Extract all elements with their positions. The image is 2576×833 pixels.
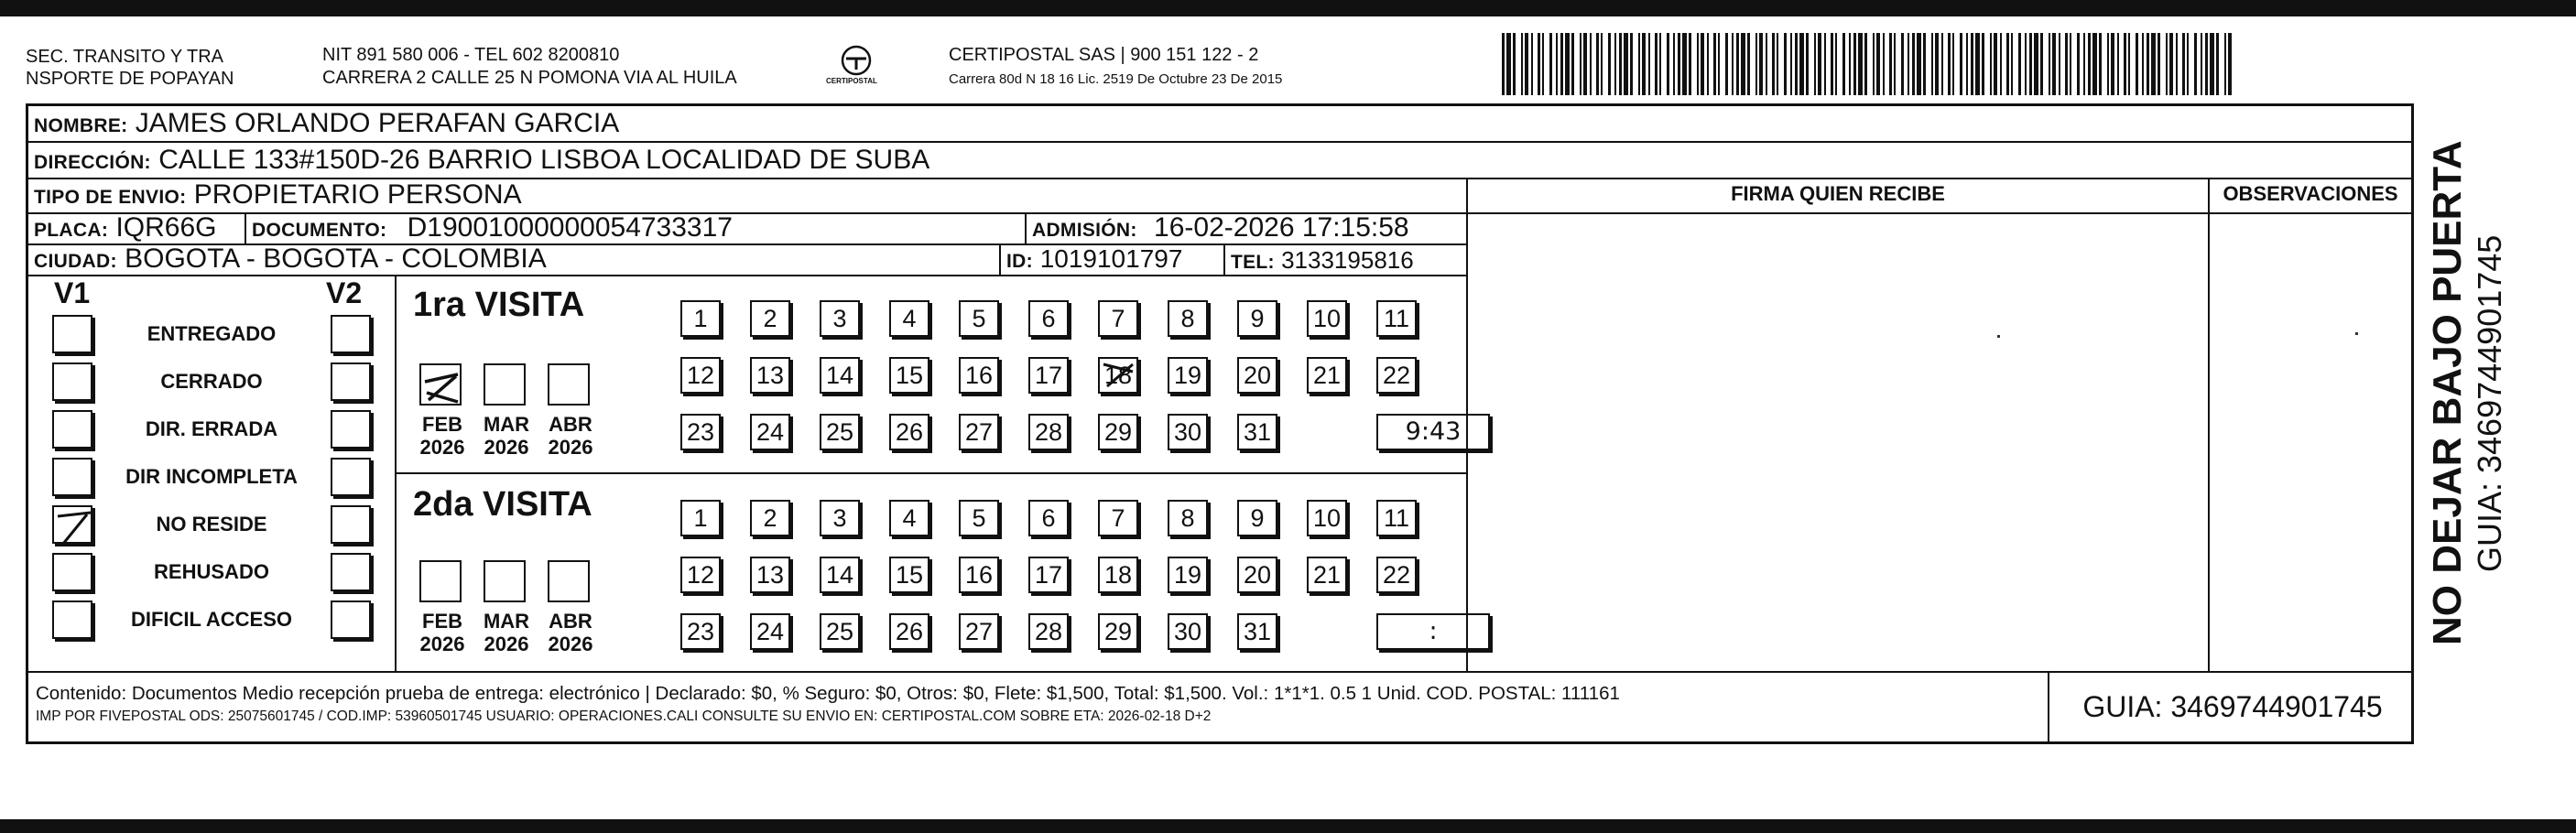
ciudad-label: CIUDAD: [34,251,117,272]
barcode-bar [1525,33,1528,95]
tel-label: TEL: [1231,252,1275,273]
day-box[interactable]: 12 [680,557,721,593]
tipo-label: TIPO DE ENVIO: [34,187,187,208]
barcode-bar [1971,33,1973,95]
visit-split-line [395,472,1466,474]
barcode-bar [2147,33,2149,95]
barcode-bar [1990,33,1992,95]
day-box[interactable]: 14 [820,557,860,593]
month-checkbox[interactable] [484,363,526,406]
day-box[interactable]: 26 [889,414,929,450]
day-box[interactable]: 24 [750,613,790,650]
day-box[interactable]: 21 [1307,357,1347,394]
placa-label: PLACA: [34,220,109,241]
barcode-bar [1747,33,1750,95]
day-box[interactable]: 6 [1028,500,1069,536]
barcode-bar [1590,33,1592,95]
barcode-bar [1689,33,1691,95]
day-box[interactable]: 31 [1237,613,1277,650]
direccion-label: DIRECCIÓN: [34,152,151,173]
barcode-bar [1883,33,1885,95]
footer-line [28,671,2411,673]
day-box[interactable]: 20 [1237,557,1277,593]
tipo-value: PROPIETARIO PERSONA [193,179,522,210]
barcode-bar [1799,33,1804,95]
direccion-value: CALLE 133#150D-26 BARRIO LISBOA LOCALIDAD DE SUBA [158,145,930,175]
day-box[interactable]: 23 [680,613,721,650]
nombre-row [34,108,619,142]
no-dejar-bajo-puerta: NO DEJAR BAJO PUERTA [2425,140,2470,645]
day-box[interactable]: 10 [1307,300,1347,337]
barcode-bar [2070,33,2071,95]
day-box[interactable]: 7 [1098,500,1138,536]
day-box[interactable]: 19 [1168,557,1208,593]
v2-header: V2 [326,276,363,309]
v2-checkbox[interactable] [331,362,371,401]
barcode-bar [1935,33,1939,95]
barcode-bar [1638,33,1640,95]
barcode-bar [1766,33,1767,95]
day-box[interactable]: 29 [1098,414,1138,450]
scan-speck [1997,335,2000,338]
v2-checkbox[interactable] [331,410,371,449]
contenido-text: Contenido: Documentos Medio recepción prueba de entrega: electrónico | Declarado: $0, % Seguro: $0, Otros: $0, Flete: $1,500, Total: $1,500. Vol.: 1*1*1. 0.5 1 Unid. COD. POSTAL: 111161 [36,683,1620,704]
month-name: FEB [422,610,462,633]
month-checkbox[interactable] [548,560,590,602]
day-box[interactable]: 10 [1307,500,1347,536]
tel-value: 3133195816 [1281,246,1414,274]
barcode-bar [1849,33,1851,95]
v1-checkbox[interactable] [52,410,92,449]
barcode-bar [2205,33,2208,95]
barcode-bar [2040,33,2043,95]
barcode-bar [1759,33,1763,95]
v1-checkbox[interactable] [52,553,92,591]
day-box[interactable]: 28 [1028,414,1069,450]
documento-value: D19001000000054733317 [407,212,733,243]
day-box[interactable]: 16 [959,557,999,593]
second-visit-title: 2da VISITA [413,485,592,524]
v2-checkbox[interactable] [331,600,371,639]
status-label: DIR. ERRADA [145,417,278,440]
barcode-bar [1619,33,1622,95]
barcode-bar [1873,33,1875,95]
guia-side: GUIA: 3469744901745 [2471,234,2508,572]
nombre-value: JAMES ORLANDO PERAFAN GARCIA [135,108,620,138]
day-box[interactable]: 11 [1376,500,1417,536]
barcode-bar [1601,33,1603,95]
day-box[interactable]: 17 [1028,557,1069,593]
barcode-bar [2182,33,2185,95]
barcode-bar [1732,33,1734,95]
barcode-bar [2201,33,2202,95]
day-box[interactable]: 30 [1168,414,1208,450]
barcode-bar [1513,33,1516,95]
tel-row [1231,244,1414,278]
month-checkbox[interactable] [419,363,462,406]
v1-checkbox[interactable] [52,600,92,639]
day-box[interactable]: 5 [959,500,999,536]
barcode-bar [1772,33,1775,95]
day-box[interactable]: 5 [959,300,999,337]
barcode-bar [1894,33,1896,95]
barcode-bar [2088,33,2091,95]
day-box[interactable]: 9 [1237,500,1277,536]
id-row [1006,243,1182,277]
barcode-bar [1814,33,1816,95]
barcode-bar [1630,33,1633,95]
v2-checkbox[interactable] [331,505,371,544]
barcode-bar [2092,33,2097,95]
barcode-bar [1784,33,1787,95]
barcode-bar [2006,33,2009,95]
month-name: FEB [422,413,462,436]
day-box[interactable] [1098,357,1138,394]
barcode-bar [2107,33,2109,95]
barcode-bar [1608,33,1611,95]
tipo-row [34,179,522,213]
barcode-bar [1917,33,1921,95]
barcode-bar [1713,33,1716,95]
barcode-bar [2000,33,2002,95]
scan-border-bottom [0,819,2576,833]
v2-checkbox[interactable] [331,458,371,496]
barcode-bar [1912,33,1915,95]
barcode-bar [2059,33,2060,95]
admision-row [1032,212,1409,246]
barcode-bar [1835,33,1837,95]
barcode-bar [1831,33,1833,95]
barcode-bar [1941,33,1943,95]
v1-checkbox[interactable] [52,505,92,544]
status-label: REHUSADO [154,560,269,583]
col-line [2208,178,2210,671]
barcode-bar [1596,33,1599,95]
month-label [479,413,534,459]
barcode-bar [1648,33,1650,95]
barcode-bar [1682,33,1687,95]
day-box[interactable]: 18 [1098,557,1138,593]
day-box[interactable]: 4 [889,500,929,536]
barcode-bar [2166,33,2168,95]
scan-speck [2355,332,2358,335]
ciudad-value: BOGOTA - BOGOTA - COLOMBIA [125,243,547,274]
month-year: 2026 [419,436,465,459]
day-box[interactable]: 3 [820,500,860,536]
barcode-bar [1818,33,1821,95]
day-box[interactable]: 23 [680,414,721,450]
month-name: ABR [549,610,592,633]
id-label: ID: [1006,251,1033,272]
barcode-bar [1580,33,1581,95]
barcode-bar [2049,33,2050,95]
barcode-bar [1858,33,1863,95]
nit-line: NIT 891 580 006 - TEL 602 8200810 [322,45,620,65]
v2-checkbox[interactable] [331,315,371,353]
time-box[interactable]: : [1376,613,1490,650]
day-box[interactable]: 21 [1307,557,1347,593]
barcode-bar [2083,33,2085,95]
barcode-bar [2169,33,2173,95]
certipostal-logo [824,40,888,92]
time-box[interactable]: 9:43 [1376,414,1490,450]
day-box[interactable]: 8 [1168,300,1208,337]
barcode-bar [2224,33,2226,95]
ciudad-row [34,243,547,277]
barcode-bar [1901,33,1904,95]
barcode-bar [1624,33,1628,95]
day-box[interactable]: 11 [1376,300,1417,337]
firma-header: FIRMA QUIEN RECIBE [1731,182,1945,205]
month-year: 2026 [419,633,465,655]
month-name: MAR [483,610,530,633]
col-line [1025,212,1027,243]
barcode-bar [1960,33,1962,95]
barcode-bar [2077,33,2080,95]
placa-row [34,212,217,246]
month-label [543,610,598,655]
barcode-bar [1725,33,1728,95]
barcode-bar [2099,33,2102,95]
barcode-bar [2228,33,2232,95]
barcode-bar [1966,33,1968,95]
month-label [479,610,534,655]
barcode-bar [1701,33,1704,95]
month-name: ABR [549,413,592,436]
v1-checkbox[interactable] [52,315,92,353]
barcode-bar [1707,33,1709,95]
v1-checkbox[interactable] [52,362,92,401]
barcode-bar [1556,33,1558,95]
status-label: CERRADO [160,370,263,393]
status-label: ENTREGADO [147,322,277,345]
id-value: 1019101797 [1039,244,1183,273]
barcode-bar [1908,33,1909,95]
day-box[interactable]: 4 [889,300,929,337]
day-box[interactable]: 7 [1098,300,1138,337]
logo-text: CERTIPOSTAL [826,77,877,85]
barcode-bar [1542,33,1544,95]
barcode-bar [1538,33,1540,95]
day-box[interactable]: 22 [1376,557,1417,593]
barcode-bar [1853,33,1856,95]
day-box[interactable]: 28 [1028,613,1069,650]
barcode [1502,33,2234,95]
company-line: CERTIPOSTAL SAS | 900 151 122 - 2 [949,45,1259,65]
v2-checkbox[interactable] [331,553,371,591]
barcode-bar [1795,33,1798,95]
barcode-bar [1583,33,1587,95]
barcode-bar [2216,33,2219,95]
day-box[interactable]: 26 [889,613,929,650]
day-box[interactable]: 20 [1237,357,1277,394]
barcode-bar [2065,33,2068,95]
col-line [1223,243,1225,275]
day-box[interactable]: 1 [680,300,721,337]
barcode-bar [1549,33,1552,95]
barcode-bar [1531,33,1533,95]
admision-label: ADMISIÓN: [1032,220,1137,241]
sender-line-1: SEC. TRANSITO Y TRA [26,47,223,67]
barcode-bar [1673,33,1675,95]
imp-text: IMP POR FIVEPOSTAL ODS: 25075601745 / COD.IMP: 53960501745 USUARIO: OPERACIONES.CALI CONSULTE SU ENVIO EN: CERTIPOSTAL.COM SOBRE ETA: 2026-02-18 D+2 [36,709,1212,724]
day-box[interactable]: 25 [820,414,860,450]
barcode-bar [1642,33,1646,95]
day-box[interactable]: 27 [959,613,999,650]
col-line [999,243,1001,275]
barcode-bar [1806,33,1809,95]
day-box[interactable]: 19 [1168,357,1208,394]
barcode-bar [1864,33,1867,95]
license-line: Carrera 80d N 18 16 Lic. 2519 De Octubre 23 De 2015 [949,71,1283,87]
day-box[interactable]: 9 [1237,300,1277,337]
barcode-bar [2151,33,2156,95]
barcode-bar [1842,33,1845,95]
col-line [245,212,246,243]
barcode-bar [2034,33,2038,95]
barcode-bar [1678,33,1680,95]
day-box[interactable]: 2 [750,500,790,536]
col-line [2048,671,2049,741]
day-number: 18 [1103,362,1133,389]
barcode-bar [1975,33,1980,95]
barcode-bar [2011,33,2013,95]
barcode-bar [1655,33,1658,95]
day-box[interactable]: 22 [1376,357,1417,394]
barcode-bar [2176,33,2178,95]
barcode-bar [1755,33,1757,95]
observaciones-header: OBSERVACIONES [2223,182,2398,205]
day-box[interactable]: 31 [1237,414,1277,450]
first-visit-title: 1ra VISITA [413,286,585,324]
barcode-bar [2029,33,2032,95]
barcode-bar [1948,33,1951,95]
barcode-bar [1521,33,1523,95]
barcode-bar [2025,33,2027,95]
barcode-bar [2210,33,2214,95]
day-box[interactable]: 6 [1028,300,1069,337]
barcode-bar [2052,33,2056,95]
barcode-bar [1777,33,1778,95]
day-box[interactable]: 15 [889,357,929,394]
month-checkbox[interactable] [419,560,462,602]
placa-value: IQR66G [115,212,217,243]
address-line: CARRERA 2 CALLE 25 N POMONA VIA AL HUILA [322,68,737,88]
barcode-bar [1667,33,1669,95]
barcode-bar [1565,33,1570,95]
month-year: 2026 [484,633,529,655]
direccion-row [34,145,929,178]
barcode-bar [1790,33,1792,95]
v1-checkbox[interactable] [52,458,92,496]
barcode-bar [1506,33,1511,95]
barcode-bar [1876,33,1880,95]
barcode-bar [2194,33,2197,95]
day-box[interactable]: 15 [889,557,929,593]
barcode-bar [2158,33,2160,95]
barcode-bar [1502,33,1505,95]
month-label [543,413,598,459]
scan-border-top [0,0,2576,16]
v1-header: V1 [54,276,91,309]
day-box[interactable]: 12 [680,357,721,394]
delivery-form [26,103,2414,744]
barcode-bar [1994,33,1997,95]
barcode-bar [2124,33,2126,95]
barcode-bar [1560,33,1563,95]
status-label: NO RESIDE [156,513,267,536]
barcode-bar [1718,33,1720,95]
barcode-bar [2018,33,2021,95]
barcode-bar [1614,33,1616,95]
day-box[interactable]: 13 [750,557,790,593]
month-name: MAR [483,413,530,436]
month-year: 2026 [548,633,593,655]
barcode-bar [1931,33,1933,95]
day-box[interactable]: 1 [680,500,721,536]
month-label [415,610,470,655]
documento-label: DOCUMENTO: [252,220,387,241]
month-label [415,413,470,459]
barcode-bar [1889,33,1892,95]
cross-mark [1100,359,1136,400]
barcode-bar [2117,33,2119,95]
day-box[interactable]: 8 [1168,500,1208,536]
barcode-bar [1982,33,1984,95]
barcode-bar [2142,33,2144,95]
day-box[interactable]: 3 [820,300,860,337]
barcode-bar [1741,33,1745,95]
barcode-bar [1697,33,1699,95]
day-box[interactable]: 2 [750,300,790,337]
barcode-bar [1824,33,1826,95]
day-box[interactable]: 27 [959,414,999,450]
barcode-bar [2111,33,2114,95]
barcode-bar [1952,33,1954,95]
day-box[interactable]: 24 [750,414,790,450]
nombre-label: NOMBRE: [34,115,128,136]
guia-footer: GUIA: 3469744901745 [2082,690,2383,723]
sender-line-2: NSPORTE DE POPAYAN [26,69,234,89]
barcode-bar [1659,33,1661,95]
day-box[interactable]: 14 [820,357,860,394]
barcode-bar [1736,33,1739,95]
day-box[interactable]: 29 [1098,613,1138,650]
documento-row [252,212,733,246]
day-box[interactable]: 30 [1168,613,1208,650]
month-checkbox[interactable] [548,363,590,406]
barcode-bar [2128,33,2130,95]
day-box[interactable]: 13 [750,357,790,394]
barcode-bar [2136,33,2138,95]
day-box[interactable]: 17 [1028,357,1069,394]
month-year: 2026 [548,436,593,459]
status-label: DIR INCOMPLETA [125,465,298,488]
month-checkbox[interactable] [484,560,526,602]
status-label: DIFICIL ACCESO [130,608,292,631]
admision-value: 16-02-2026 17:15:58 [1154,212,1409,243]
month-year: 2026 [484,436,529,459]
barcode-bar [2187,33,2189,95]
barcode-bar [1571,33,1574,95]
day-box[interactable]: 16 [959,357,999,394]
barcode-bar [1923,33,1926,95]
day-box[interactable]: 25 [820,613,860,650]
row-line [1466,212,2411,214]
